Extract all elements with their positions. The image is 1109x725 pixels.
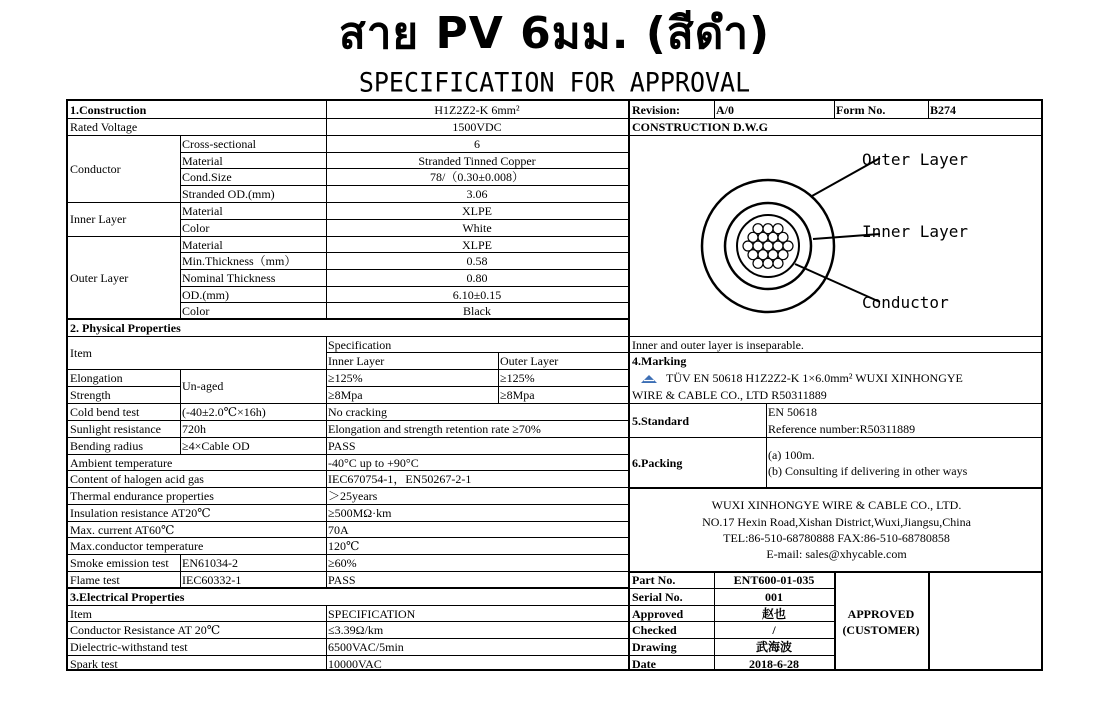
packing-title: 6.Packing bbox=[632, 456, 683, 470]
outer-color-label: Color bbox=[182, 304, 210, 318]
rated-voltage-label: Rated Voltage bbox=[70, 120, 138, 134]
form-no-value: B274 bbox=[930, 103, 957, 117]
thermal-endurance-label: Thermal endurance properties bbox=[70, 489, 214, 503]
company-address: NO.17 Hexin Road,Xishan District,Wuxi,Jiangsu,China bbox=[702, 515, 971, 529]
revision-label: Revision: bbox=[632, 103, 680, 117]
strength-outer-value: ≥8Mpa bbox=[500, 388, 535, 402]
flame-test-condition: IEC60332-1 bbox=[182, 573, 242, 587]
cold-bend-test-value: No cracking bbox=[328, 405, 387, 419]
marking-text-1: TÜV EN 50618 H1Z2Z2-K 1×6.0mm² WUXI XINHONGYE bbox=[666, 371, 963, 385]
bending-radius-label: Bending radius bbox=[70, 439, 143, 453]
conductor-resistance-label: Conductor Resistance AT 20℃ bbox=[70, 623, 221, 637]
max-current-label: Max. current AT60℃ bbox=[70, 523, 175, 537]
sunlight-resistance-label: Sunlight resistance bbox=[70, 422, 161, 436]
insulation-resistance-value: ≥500MΩ·km bbox=[328, 506, 392, 520]
outer-min-thickness-value: 0.58 bbox=[466, 254, 488, 268]
specification-sheet bbox=[66, 99, 1043, 671]
inner-material-label: Material bbox=[182, 204, 223, 218]
strength-label: Strength bbox=[70, 388, 111, 402]
cold-bend-test-label: Cold bend test bbox=[70, 405, 140, 419]
construction-section-title: 1.Construction bbox=[70, 103, 147, 117]
marking-line-1 bbox=[630, 370, 1043, 386]
sunlight-resistance-condition: 720h bbox=[182, 422, 206, 436]
packing-line-2: (b) Consulting if delivering in other ways bbox=[768, 464, 968, 478]
ambient-temperature-label: Ambient temperature bbox=[70, 456, 173, 470]
approved-by-label: Approved bbox=[632, 607, 684, 621]
outer-od-value: 6.10±0.15 bbox=[452, 288, 502, 302]
part-no-label: Part No. bbox=[632, 573, 676, 587]
cable-cross-section-svg bbox=[630, 136, 1043, 334]
physical-spec-header: Specification bbox=[328, 338, 392, 352]
flame-test-value: PASS bbox=[328, 573, 356, 587]
date-label: Date bbox=[632, 657, 656, 671]
customer-label: (CUSTOMER) bbox=[842, 623, 920, 637]
conductor-od-label: Stranded OD.(mm) bbox=[182, 187, 275, 201]
conductor-size-value: 78/（0.30±0.008） bbox=[430, 170, 524, 184]
max-current-value: 70A bbox=[328, 523, 349, 537]
outer-layer-column-header: Outer Layer bbox=[500, 354, 559, 368]
conductor-cross-sectional-label: Cross-sectional bbox=[182, 137, 256, 151]
bending-radius-value: PASS bbox=[328, 439, 356, 453]
spec-title: SPECIFICATION FOR APPROVAL bbox=[358, 67, 751, 98]
halogen-acid-gas-label: Content of halogen acid gas bbox=[70, 472, 204, 486]
elongation-outer-value: ≥125% bbox=[500, 371, 535, 385]
serial-no-label: Serial No. bbox=[632, 590, 683, 604]
inner-color-value: White bbox=[462, 221, 492, 235]
outer-material-value: XLPE bbox=[462, 238, 492, 252]
max-conductor-temperature-value: 120℃ bbox=[328, 539, 360, 553]
dielectric-withstand-label: Dielectric-withstand test bbox=[70, 640, 188, 654]
inner-layer-label: Inner Layer bbox=[70, 212, 127, 226]
approved-by-value: 赵也 bbox=[761, 607, 786, 621]
checked-by-value: / bbox=[772, 623, 776, 637]
checked-by-label: Checked bbox=[632, 623, 677, 637]
standard-line-1: EN 50618 bbox=[768, 405, 817, 419]
outer-layer-label: Outer Layer bbox=[70, 271, 129, 285]
inner-layer-column-header: Inner Layer bbox=[328, 354, 385, 368]
spark-test-label: Spark test bbox=[70, 657, 118, 671]
standard-title: 5.Standard bbox=[632, 414, 690, 428]
conductor-cross-sectional-value: 6 bbox=[474, 137, 480, 151]
elongation-label: Elongation bbox=[70, 371, 123, 385]
outer-nominal-thickness-label: Nominal Thickness bbox=[182, 271, 276, 285]
outer-nominal-thickness-value: 0.80 bbox=[466, 271, 488, 285]
conductor-label: Conductor bbox=[70, 162, 121, 176]
electrical-section-title: 3.Electrical Properties bbox=[70, 590, 185, 604]
inseparable-note: Inner and outer layer is inseparable. bbox=[632, 338, 804, 352]
smoke-emission-test-condition: EN61034-2 bbox=[182, 556, 238, 570]
spark-test-value: 10000VAC bbox=[328, 657, 382, 671]
conductor-material-label: Material bbox=[182, 154, 223, 168]
strength-inner-value: ≥8Mpa bbox=[328, 388, 363, 402]
bending-radius-condition: ≥4×Cable OD bbox=[182, 439, 250, 453]
standard-line-2: Reference number:R50311889 bbox=[768, 422, 916, 436]
conductor-size-label: Cond.Size bbox=[182, 170, 232, 184]
cold-bend-test-condition: (-40±2.0℃×16h) bbox=[182, 405, 266, 419]
dielectric-withstand-value: 6500VAC/5min bbox=[328, 640, 404, 654]
model-value: H1Z2Z2-K 6mm² bbox=[434, 103, 520, 117]
sunlight-resistance-value: Elongation and strength retention rate ≥70% bbox=[328, 422, 541, 436]
outer-min-thickness-label: Min.Thickness（mm） bbox=[182, 254, 297, 268]
outer-material-label: Material bbox=[182, 238, 223, 252]
form-no-label: Form No. bbox=[836, 103, 886, 117]
rated-voltage-value: 1500VDC bbox=[452, 120, 502, 134]
outer-color-value: Black bbox=[463, 304, 491, 318]
physical-section-title: 2. Physical Properties bbox=[70, 321, 181, 335]
inner-layer-callout: Inner Layer bbox=[862, 222, 968, 241]
conductor-resistance-value: ≤3.39Ω/km bbox=[328, 623, 384, 637]
customer-approved-label: APPROVED bbox=[847, 607, 915, 621]
conductor-material-value: Stranded Tinned Copper bbox=[418, 154, 536, 168]
max-conductor-temperature-label: Max.conductor temperature bbox=[70, 539, 204, 553]
inner-color-label: Color bbox=[182, 221, 210, 235]
tuv-triangle-icon bbox=[640, 374, 658, 384]
thai-title: สาย PV 6มม. (สีดำ) bbox=[338, 8, 771, 59]
outer-od-label: OD.(mm) bbox=[182, 288, 229, 302]
part-no-value: ENT600-01-035 bbox=[733, 573, 815, 587]
company-phone-fax: TEL:86-510-68780888 FAX:86-510-68780858 bbox=[723, 531, 950, 545]
company-name: WUXI XINHONGYE WIRE & CABLE CO., LTD. bbox=[711, 498, 962, 512]
serial-no-value: 001 bbox=[765, 590, 783, 604]
electrical-spec-header: SPECIFICATION bbox=[328, 607, 416, 621]
marking-title: 4.Marking bbox=[632, 354, 687, 368]
company-email: E-mail: sales@xhycable.com bbox=[766, 547, 907, 561]
outer-layer-callout: Outer Layer bbox=[862, 150, 968, 169]
inner-material-value: XLPE bbox=[462, 204, 492, 218]
construction-dwg-title: CONSTRUCTION D.W.G bbox=[632, 120, 768, 134]
thermal-endurance-value: ＞25years bbox=[328, 489, 378, 503]
smoke-emission-test-value: ≥60% bbox=[328, 556, 357, 570]
elongation-inner-value: ≥125% bbox=[328, 371, 363, 385]
drawing-by-value: 武海波 bbox=[755, 640, 792, 654]
revision-value: A/0 bbox=[716, 103, 734, 117]
cable-cross-section-drawing bbox=[630, 136, 1043, 334]
ambient-temperature-value: -40°C up to +90°C bbox=[328, 456, 419, 470]
marking-line-2: WIRE & CABLE CO., LTD R50311889 bbox=[632, 388, 827, 402]
physical-item-header: Item bbox=[70, 346, 92, 360]
halogen-acid-gas-value: IEC670754-1，EN50267-2-1 bbox=[328, 472, 472, 486]
smoke-emission-test-label: Smoke emission test bbox=[70, 556, 169, 570]
conductor-od-value: 3.06 bbox=[466, 187, 488, 201]
insulation-resistance-label: Insulation resistance AT20℃ bbox=[70, 506, 211, 520]
flame-test-label: Flame test bbox=[70, 573, 120, 587]
unaged-label: Un-aged bbox=[182, 379, 224, 393]
drawing-by-label: Drawing bbox=[632, 640, 677, 654]
conductor-callout: Conductor bbox=[862, 293, 949, 312]
electrical-item-header: Item bbox=[70, 607, 92, 621]
packing-line-1: (a) 100m. bbox=[768, 448, 815, 462]
date-value: 2018-6-28 bbox=[749, 657, 799, 671]
